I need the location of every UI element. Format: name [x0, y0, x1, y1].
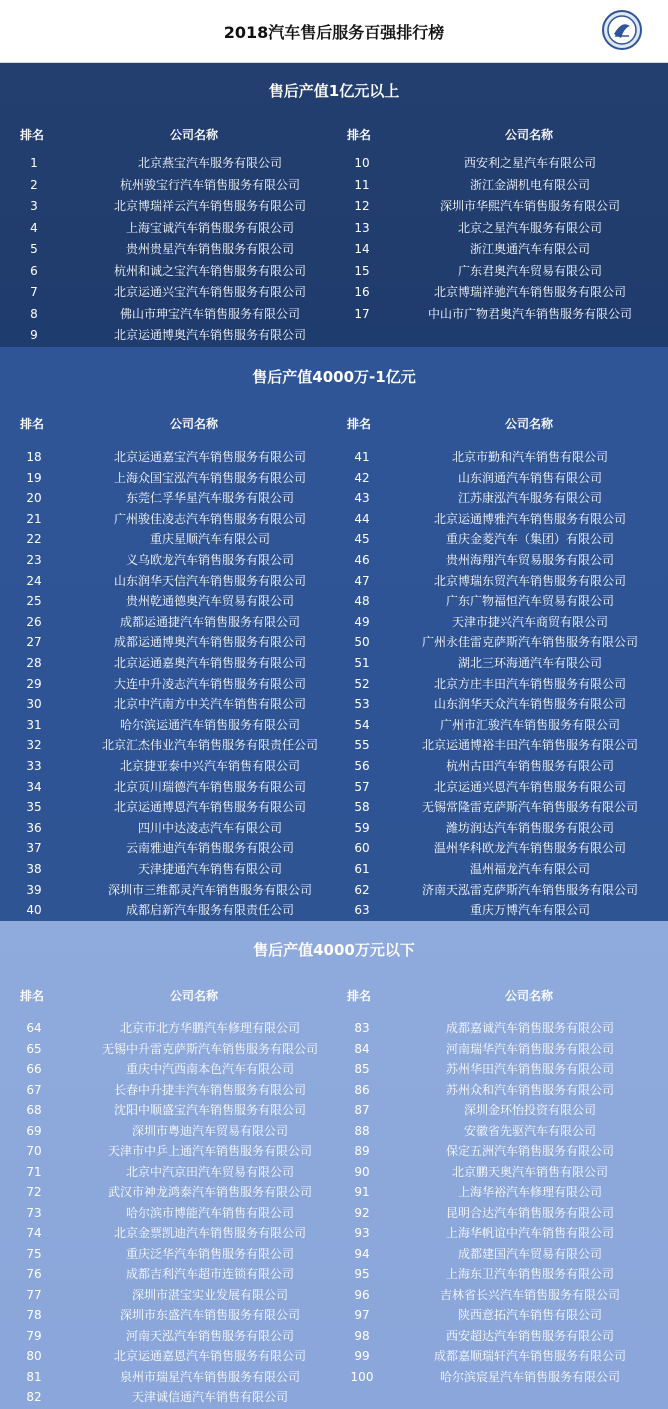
- column-header-rank: 排名: [347, 128, 372, 142]
- table-row: [0, 1223, 668, 1243]
- company-name-cell: 保定五洲汽车销售服务有限公司: [445, 1144, 614, 1158]
- company-name-cell: 西安超达汽车销售服务有限公司: [445, 1328, 614, 1343]
- rank-cell: 93: [354, 1226, 370, 1240]
- company-name-cell: 武汉市神龙鸿泰汽车销售服务有限公司: [107, 1185, 312, 1199]
- rank-cell: 97: [354, 1308, 370, 1322]
- company-name-cell: 重庆万博汽车有限公司: [469, 903, 590, 918]
- company-name-cell: 沈阳中顺盛宝汽车销售服务有限公司: [113, 1103, 306, 1117]
- rank-cell: 16: [354, 285, 370, 299]
- company-name-cell: 杭州和诚之宝汽车销售服务有限公司: [113, 263, 306, 278]
- table-row: [0, 196, 668, 216]
- company-name-cell: 哈尔滨市博能汽车销售有限公司: [125, 1205, 294, 1220]
- company-name-cell: 广州市汇骏汽车销售服务有限公司: [439, 717, 620, 732]
- table-row: [0, 1162, 668, 1182]
- table-row: [0, 591, 668, 611]
- table-row: [0, 674, 668, 694]
- table-row: [0, 1018, 668, 1038]
- rank-cell: 43: [354, 491, 370, 506]
- company-name-cell: 深圳市东盛汽车销售服务有限公司: [119, 1308, 300, 1322]
- rank-cell: 98: [354, 1328, 370, 1343]
- table-row: [0, 1121, 668, 1141]
- rank-cell: 72: [26, 1185, 42, 1199]
- rank-cell: 32: [26, 738, 42, 753]
- table-row: [0, 1326, 668, 1346]
- rank-cell: 67: [26, 1082, 42, 1097]
- rank-cell: 26: [26, 614, 42, 629]
- company-name-cell: 深圳金环怡投资有限公司: [463, 1103, 596, 1117]
- rank-cell: 1: [30, 156, 38, 170]
- company-name-cell: 北京页川瑞德汽车销售服务有限公司: [113, 779, 306, 794]
- rank-cell: 65: [26, 1041, 42, 1056]
- company-name-cell: 河南瑞华汽车销售服务有限公司: [445, 1041, 614, 1056]
- rank-cell: 40: [26, 903, 42, 918]
- company-name-cell: 吉林省长兴汽车销售服务有限公司: [439, 1287, 620, 1302]
- company-name-cell: 哈尔滨运通汽车销售服务有限公司: [119, 717, 300, 732]
- rank-cell: 66: [26, 1062, 42, 1076]
- column-header-name: 公司名称: [505, 989, 554, 1003]
- rank-cell: 90: [354, 1164, 370, 1179]
- company-name-cell: 北京运通博恩汽车销售服务有限公司: [113, 800, 306, 815]
- company-name-cell: 上海华帆谊中汽车销售有限公司: [445, 1226, 614, 1240]
- company-name-cell: 江苏康泓汽车服务有限公司: [457, 491, 602, 506]
- company-name-cell: 北京捷亚泰中兴汽车销售有限公司: [119, 759, 300, 773]
- section-tier-2: [0, 347, 668, 921]
- table-row: [0, 447, 668, 467]
- rank-cell: 64: [26, 1021, 42, 1035]
- company-name-cell: 杭州古田汽车销售服务有限公司: [445, 759, 614, 773]
- rank-cell: 12: [354, 199, 370, 213]
- table-row: [0, 859, 668, 879]
- rank-cell: 15: [354, 263, 370, 278]
- company-name-cell: 苏州众和汽车销售服务有限公司: [445, 1082, 614, 1097]
- company-name-cell: 昆明合达汽车销售服务有限公司: [445, 1205, 614, 1220]
- company-name-cell: 上海东卫汽车销售服务有限公司: [445, 1267, 614, 1281]
- company-name-cell: 深圳市湛宝实业发展有限公司: [131, 1287, 288, 1302]
- company-name-cell: 北京市勤和汽车销售有限公司: [451, 450, 608, 464]
- rank-cell: 62: [354, 882, 370, 897]
- rank-cell: 70: [26, 1144, 42, 1158]
- company-name-cell: 成都建国汽车贸易有限公司: [457, 1246, 602, 1261]
- company-name-cell: 杭州骏宝行汽车销售服务有限公司: [119, 177, 300, 192]
- company-name-cell: 潍坊润达汽车销售服务有限公司: [445, 820, 614, 835]
- company-name-cell: 成都嘉诚汽车销售服务有限公司: [445, 1021, 614, 1035]
- rank-cell: 10: [354, 156, 370, 170]
- rank-cell: 83: [354, 1021, 370, 1035]
- company-name-cell: 山东润通汽车销售有限公司: [457, 470, 602, 485]
- company-name-cell: 北京中汽京田汽车贸易有限公司: [125, 1164, 294, 1179]
- rank-cell: 47: [354, 573, 370, 588]
- company-name-cell: 北京运通嘉宝汽车销售服务有限公司: [113, 450, 306, 464]
- rank-cell: 85: [354, 1062, 370, 1076]
- company-name-cell: 北京运通嘉奥汽车销售服务有限公司: [113, 656, 306, 670]
- table-row: [0, 1387, 668, 1407]
- rank-cell: 48: [354, 594, 370, 609]
- column-header-rank: 排名: [347, 417, 372, 431]
- table-row: [0, 509, 668, 529]
- rank-cell: 39: [26, 882, 42, 897]
- rank-cell: 68: [26, 1103, 42, 1117]
- table-row: [0, 1367, 668, 1387]
- rank-cell: 92: [354, 1205, 370, 1220]
- company-name-cell: 重庆泛华汽车销售服务有限公司: [125, 1246, 294, 1261]
- company-name-cell: 上海宝诚汽车销售服务有限公司: [125, 220, 294, 235]
- rank-cell: 23: [26, 553, 42, 567]
- rank-cell: 3: [30, 199, 38, 213]
- rank-cell: 54: [354, 717, 370, 732]
- column-header-rank: 排名: [347, 989, 372, 1003]
- company-name-cell: 温州福龙汽车有限公司: [469, 862, 590, 876]
- company-name-cell: 北京市北方华鹏汽车修理有限公司: [119, 1021, 300, 1035]
- company-name-cell: 中山市广物君奥汽车销售服务有限公司: [427, 306, 632, 321]
- company-name-cell: 山东润华天信汽车销售服务有限公司: [113, 573, 306, 588]
- table-row: [0, 612, 668, 632]
- table-row: [0, 694, 668, 714]
- rank-cell: 59: [354, 820, 370, 835]
- company-name-cell: 陕西意拓汽车销售有限公司: [457, 1308, 602, 1322]
- page-header: [0, 0, 668, 63]
- rank-cell: 2: [30, 177, 38, 192]
- table-row: [0, 653, 668, 673]
- rank-cell: 44: [354, 511, 370, 526]
- company-name-cell: 重庆金菱汽车（集团）有限公司: [445, 532, 614, 547]
- page-title: 2018汽车售后服务百强排行榜: [223, 23, 445, 42]
- rank-cell: 20: [26, 491, 42, 506]
- rank-cell: 18: [26, 450, 42, 464]
- rank-cell: 99: [354, 1349, 370, 1363]
- rank-cell: 36: [26, 820, 42, 835]
- table-row: [0, 1100, 668, 1120]
- company-name-cell: 湖北三环海通汽车有限公司: [457, 656, 602, 670]
- rank-cell: 24: [26, 573, 42, 588]
- rank-cell: 46: [354, 553, 370, 567]
- table-row: [0, 488, 668, 508]
- company-name-cell: 北京之星汽车服务有限公司: [457, 220, 602, 235]
- table-row: [0, 304, 668, 324]
- company-name-cell: 北京运通嘉恩汽车销售服务有限公司: [113, 1349, 306, 1363]
- company-name-cell: 广东君奥汽车贸易有限公司: [457, 263, 602, 278]
- company-name-cell: 上海众国宝泓汽车销售服务有限公司: [113, 470, 306, 485]
- company-name-cell: 长春中升捷丰汽车销售服务有限公司: [113, 1082, 306, 1097]
- rank-cell: 45: [354, 532, 370, 547]
- company-name-cell: 安徽省先驱汽车有限公司: [463, 1123, 596, 1138]
- company-name-cell: 广州骏佳凌志汽车销售服务有限公司: [113, 511, 306, 526]
- section-title: 售后产值4000万-1亿元: [252, 368, 416, 386]
- rank-cell: 14: [354, 242, 370, 256]
- table-row: [0, 1305, 668, 1325]
- rank-cell: 7: [30, 285, 38, 299]
- rank-cell: 76: [26, 1267, 42, 1281]
- column-header-rank: 排名: [20, 417, 45, 431]
- company-name-cell: 深圳市三维都灵汽车销售服务有限公司: [107, 882, 312, 897]
- rank-cell: 9: [30, 328, 38, 342]
- rank-cell: 25: [26, 594, 42, 609]
- company-name-cell: 深圳市华熙汽车销售服务有限公司: [439, 199, 620, 213]
- company-name-cell: 济南天泓雷克萨斯汽车销售服务有限公司: [421, 882, 638, 897]
- company-name-cell: 北京运通博奥汽车销售服务有限公司: [113, 328, 306, 342]
- rank-cell: 88: [354, 1123, 370, 1138]
- company-name-cell: 佛山市珅宝汽车销售服务有限公司: [119, 306, 300, 321]
- rank-cell: 74: [26, 1226, 42, 1240]
- table-row: [0, 175, 668, 195]
- rank-cell: 37: [26, 841, 42, 856]
- rank-cell: 33: [26, 759, 42, 773]
- table-row: [0, 880, 668, 900]
- column-header-rank: 排名: [20, 989, 45, 1003]
- rank-cell: 51: [354, 656, 370, 670]
- column-header-name: 公司名称: [170, 128, 219, 142]
- company-name-cell: 义乌欧龙汽车销售服务有限公司: [125, 553, 294, 567]
- company-name-cell: 成都启新汽车服务有限责任公司: [125, 903, 294, 918]
- company-name-cell: 广东广物福恒汽车贸易有限公司: [445, 594, 614, 609]
- company-name-cell: 成都吉利汽车超市连锁有限公司: [125, 1267, 294, 1281]
- table-row: [0, 1346, 668, 1366]
- table-row: [0, 900, 668, 920]
- rank-cell: 89: [354, 1144, 370, 1158]
- company-name-cell: 北京运通博雅汽车销售服务有限公司: [433, 511, 626, 526]
- table-row: [0, 153, 668, 173]
- company-name-cell: 北京运通兴宝汽车销售服务有限公司: [113, 285, 306, 299]
- company-name-cell: 天津捷通汽车销售有限公司: [137, 862, 282, 876]
- rank-cell: 30: [26, 697, 42, 712]
- company-name-cell: 温州华科欧龙汽车销售服务有限公司: [433, 841, 626, 856]
- rank-cell: 11: [354, 177, 370, 192]
- company-name-cell: 上海华裕汽车修理有限公司: [457, 1185, 602, 1199]
- rank-cell: 96: [354, 1287, 370, 1302]
- rank-cell: 73: [26, 1205, 42, 1220]
- rank-cell: 13: [354, 220, 370, 235]
- company-name-cell: 北京方庄丰田汽车销售服务有限公司: [433, 676, 626, 691]
- company-name-cell: 苏州华田汽车销售服务有限公司: [445, 1062, 614, 1076]
- rank-cell: 8: [30, 306, 38, 321]
- rank-cell: 79: [26, 1328, 42, 1343]
- table-row: [0, 1244, 668, 1264]
- section-tier-1: [0, 63, 668, 347]
- rank-cell: 55: [354, 738, 370, 753]
- company-name-cell: 云南雅迪汽车销售服务有限公司: [125, 841, 294, 856]
- company-name-cell: 哈尔滨宸星汽车销售服务有限公司: [439, 1369, 620, 1384]
- table-row: [0, 571, 668, 591]
- table-row: [0, 1039, 668, 1059]
- company-name-cell: 天津诚信通汽车销售有限公司: [131, 1390, 288, 1404]
- rank-cell: 35: [26, 800, 42, 815]
- company-name-cell: 成都嘉顺瑞轩汽车销售服务有限公司: [433, 1349, 626, 1363]
- table-row: [0, 529, 668, 549]
- company-name-cell: 东莞仁孚华星汽车服务有限公司: [125, 491, 294, 506]
- table-row: [0, 261, 668, 281]
- company-name-cell: 北京燕宝汽车服务有限公司: [137, 156, 282, 170]
- rank-cell: 53: [354, 697, 370, 712]
- rank-cell: 49: [354, 614, 370, 629]
- table-row: [0, 1203, 668, 1223]
- company-name-cell: 河南天泓汽车销售服务有限公司: [125, 1328, 294, 1343]
- table-row: [0, 325, 668, 345]
- rank-cell: 56: [354, 759, 370, 773]
- company-name-cell: 贵州海翔汽车贸易服务有限公司: [445, 553, 614, 567]
- rank-cell: 22: [26, 532, 42, 547]
- association-logo-icon: [602, 10, 642, 50]
- table-row: [0, 756, 668, 776]
- company-name-cell: 贵州乾通德奥汽车贸易有限公司: [125, 594, 294, 609]
- company-name-cell: 泉州市瑞星汽车销售服务有限公司: [119, 1369, 300, 1384]
- company-name-cell: 北京运通兴恩汽车销售服务有限公司: [433, 779, 626, 794]
- rank-cell: 42: [354, 470, 370, 485]
- company-name-cell: 浙江奥通汽车有限公司: [469, 242, 590, 256]
- table-row: [0, 1182, 668, 1202]
- column-header-rank: 排名: [20, 128, 45, 142]
- rank-cell: 78: [26, 1308, 42, 1322]
- company-name-cell: 浙江金湖机电有限公司: [469, 177, 590, 192]
- section-title: 售后产值1亿元以上: [268, 82, 400, 100]
- company-name-cell: 北京鹏天奥汽车销售有限公司: [451, 1164, 608, 1179]
- table-row: [0, 715, 668, 735]
- company-name-cell: 天津市捷兴汽车商贸有限公司: [451, 614, 608, 629]
- rank-cell: 58: [354, 800, 370, 815]
- table-row: [0, 239, 668, 259]
- table-row: [0, 777, 668, 797]
- section-title: 售后产值4000万元以下: [253, 941, 415, 959]
- company-name-cell: 贵州贵星汽车销售服务有限公司: [125, 242, 294, 256]
- rank-cell: 50: [354, 635, 370, 650]
- company-name-cell: 山东润华天众汽车销售服务有限公司: [433, 697, 626, 712]
- rank-cell: 6: [30, 263, 38, 278]
- company-name-cell: 深圳市粤迪汽车贸易有限公司: [131, 1123, 288, 1138]
- rank-cell: 63: [354, 903, 370, 918]
- rank-cell: 82: [26, 1390, 42, 1404]
- company-name-cell: 大连中升凌志汽车销售服务有限公司: [113, 676, 306, 691]
- rank-cell: 69: [26, 1123, 42, 1138]
- table-row: [0, 1080, 668, 1100]
- rank-cell: 91: [354, 1185, 370, 1199]
- table-row: [0, 797, 668, 817]
- company-name-cell: 无锡常隆雷克萨斯汽车销售服务有限公司: [421, 800, 638, 815]
- rank-cell: 100: [350, 1369, 374, 1384]
- company-name-cell: 四川中达凌志汽车有限公司: [137, 820, 282, 835]
- column-header-name: 公司名称: [505, 128, 554, 142]
- table-row: [0, 550, 668, 570]
- company-name-cell: 成都运通捷汽车销售服务有限公司: [119, 614, 300, 629]
- company-name-cell: 北京博瑞祥云汽车销售服务有限公司: [113, 199, 306, 213]
- rank-cell: 4: [30, 220, 38, 235]
- rank-cell: 29: [26, 676, 42, 691]
- rank-cell: 17: [354, 306, 370, 321]
- company-name-cell: 成都运通博奥汽车销售服务有限公司: [113, 635, 306, 650]
- rank-cell: 84: [354, 1041, 370, 1056]
- column-header-name: 公司名称: [505, 417, 554, 431]
- table-row: [0, 1059, 668, 1079]
- rank-cell: 28: [26, 656, 42, 670]
- rank-cell: 60: [354, 841, 370, 856]
- table-row: [0, 632, 668, 652]
- company-name-cell: 北京博瑞东贸汽车销售服务有限公司: [433, 573, 626, 588]
- column-header-name: 公司名称: [170, 989, 219, 1003]
- rank-cell: 34: [26, 779, 42, 794]
- rank-cell: 52: [354, 676, 370, 691]
- rank-cell: 5: [30, 242, 38, 256]
- table-row: [0, 1141, 668, 1161]
- company-name-cell: 广州永佳雷克萨斯汽车销售服务有限公司: [421, 635, 638, 650]
- rank-cell: 80: [26, 1349, 42, 1363]
- company-name-cell: 北京中汽南方中关汽车销售有限公司: [113, 697, 306, 712]
- table-row: [0, 218, 668, 238]
- rank-cell: 19: [26, 470, 42, 485]
- rank-cell: 86: [354, 1082, 370, 1097]
- company-name-cell: 北京博瑞祥驰汽车销售服务有限公司: [433, 285, 626, 299]
- section-tier-3: [0, 921, 668, 1409]
- rank-cell: 21: [26, 511, 42, 526]
- company-name-cell: 重庆星顺汽车有限公司: [149, 532, 270, 547]
- company-name-cell: 北京运通博裕丰田汽车销售服务有限公司: [421, 738, 638, 753]
- rank-cell: 38: [26, 862, 42, 876]
- table-row: [0, 282, 668, 302]
- rank-cell: 77: [26, 1287, 42, 1302]
- company-name-cell: 重庆中汽西南本色汽车有限公司: [125, 1062, 294, 1076]
- company-name-cell: 无锡中升雷克萨斯汽车销售服务有限公司: [101, 1041, 318, 1056]
- table-row: [0, 735, 668, 755]
- company-name-cell: 北京汇杰伟业汽车销售服务有限责任公司: [101, 738, 318, 753]
- company-name-cell: 天津市中乒上通汽车销售服务有限公司: [107, 1144, 312, 1158]
- table-row: [0, 818, 668, 838]
- company-name-cell: 西安利之星汽车有限公司: [463, 156, 596, 170]
- table-row: [0, 838, 668, 858]
- rank-cell: 75: [26, 1246, 42, 1261]
- rank-cell: 95: [354, 1267, 370, 1281]
- table-row: [0, 468, 668, 488]
- table-row: [0, 1285, 668, 1305]
- rank-cell: 71: [26, 1164, 42, 1179]
- rank-cell: 81: [26, 1369, 42, 1384]
- rank-cell: 87: [354, 1103, 370, 1117]
- rank-cell: 31: [26, 717, 42, 732]
- rank-cell: 57: [354, 779, 370, 794]
- rank-cell: 41: [354, 450, 370, 464]
- rank-cell: 27: [26, 635, 42, 650]
- column-header-name: 公司名称: [170, 417, 219, 431]
- table-row: [0, 1264, 668, 1284]
- company-name-cell: 北京金票凯迪汽车销售服务有限公司: [113, 1226, 306, 1240]
- rank-cell: 61: [354, 862, 370, 876]
- rank-cell: 94: [354, 1246, 370, 1261]
